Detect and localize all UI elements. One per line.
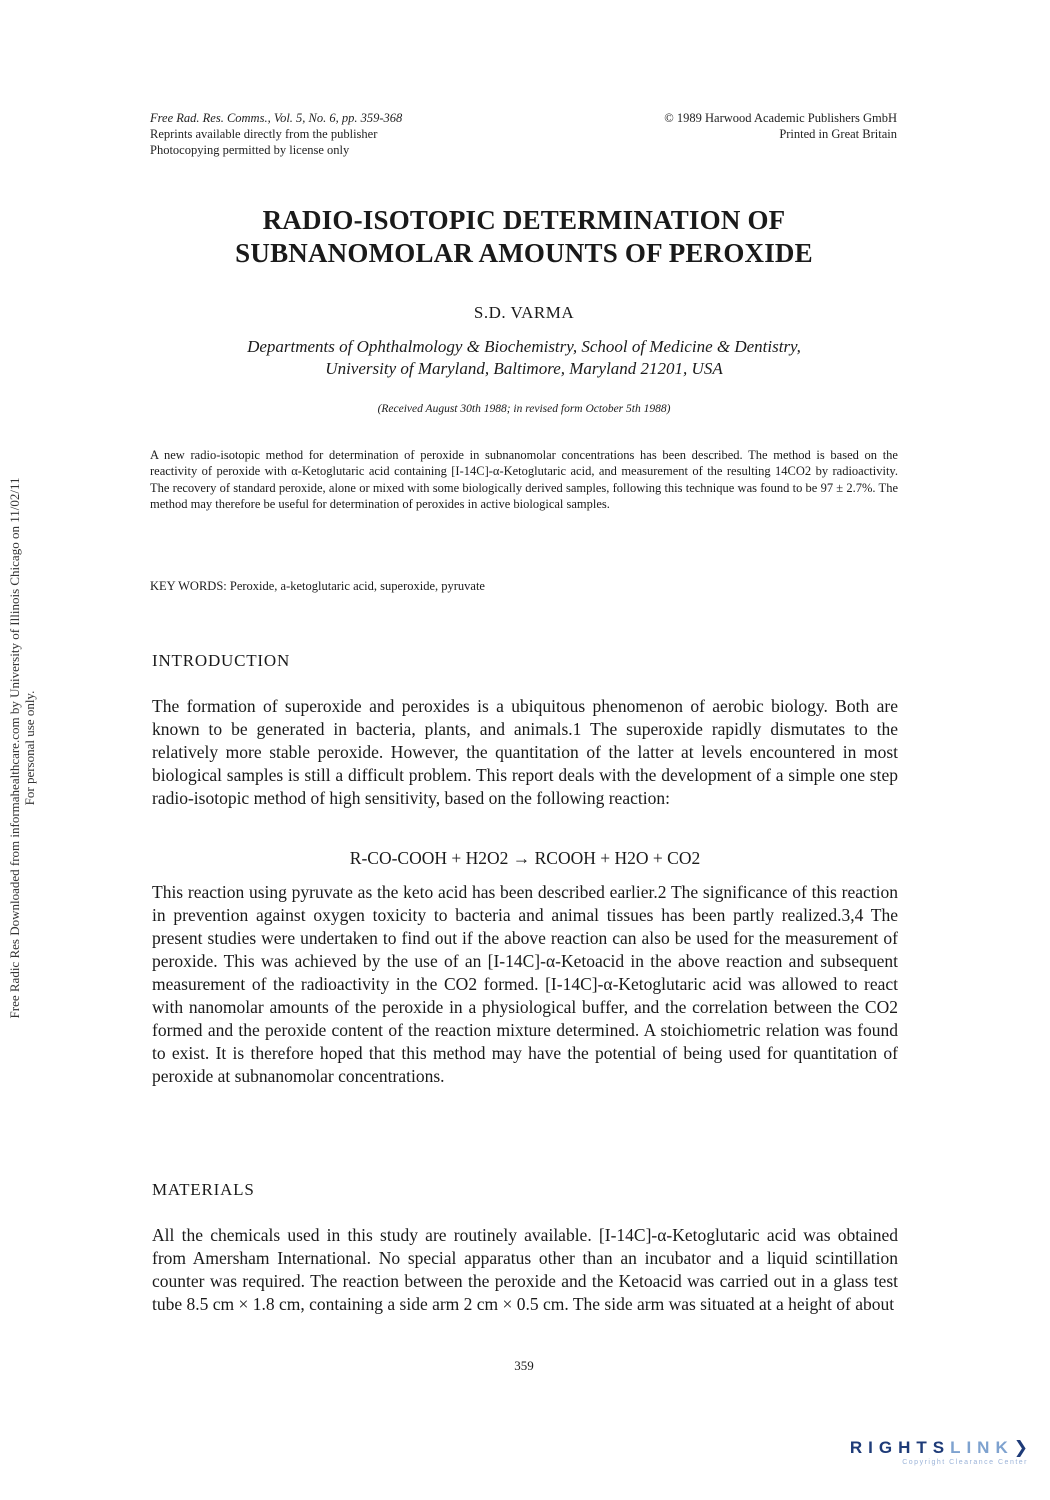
copyright-notice [537, 110, 897, 142]
citation-line: Photocopying permitted by license only [150, 143, 350, 157]
page-number: 359 [514, 1358, 534, 1373]
affiliation-line-1: Departments of Ophthalmology & Biochemistry, School of Medicine & Dentistry, [247, 337, 801, 356]
affiliation [150, 336, 898, 380]
received-dates: (Received August 30th 1988; in revised form October 5th 1988) [377, 403, 671, 415]
title-line-1: RADIO-ISOTOPIC DETERMINATION OF [262, 205, 786, 235]
copyright-line: © 1989 Harwood Academic Publishers GmbH [664, 111, 897, 125]
watermark-line-2: For personal use only. [22, 690, 37, 806]
abstract: A new radio-isotopic method for determination of peroxide in subnanomolar concentrations has been described. The method is based on the reactivity of peroxide with α-Ketoglutaric acid containing [I-14C]-α-Ketoglutaric acid, and measurement of the resulting 14CO2 by radioactivity. The recovery of standard peroxide, alone or mixed with some biologically derived samples, following this technique was found to be 97 ± 2.7%. The method may therefore be useful for determination of peroxides in active biological samples. [150, 448, 898, 511]
logo-rights-text: RIGHTS [849, 1438, 951, 1457]
reaction-equation: R-CO-COOH + H2O2 → RCOOH + H2O + CO2 [349, 848, 701, 868]
section-heading-materials: MATERIALS [152, 1180, 255, 1199]
section-heading-introduction: INTRODUCTION [152, 651, 291, 670]
title-line-2: SUBNANOMOLAR AMOUNTS OF PEROXIDE [235, 238, 813, 268]
citation-line: Free Rad. Res. Comms., Vol. 5, No. 6, pp. 359-368 [150, 111, 403, 125]
logo-link-text: LINK [950, 1438, 1014, 1457]
printed-line: Printed in Great Britain [779, 127, 897, 141]
introduction-paragraph-2: This reaction using pyruvate as the keto acid has been described earlier.2 The significance of this reaction in prevention against oxygen toxicity to bacteria and animal tissues has been partly realized.3,4 The present studies were undertaken to find out if the above reaction can also be used for the measurement of peroxide. This was achieved by the use of an [I-14C]-α-Ketoacid in the above reaction and subsequent measurement of the radioactivity in the CO2 formed. [I-14C]-α-Ketoglutaric acid was allowed to react with nanomolar amounts of the peroxide in a physiological buffer, and the correlation between the CO2 formed and the peroxide content of the reaction mixture determined. A stoichiometric relation was found to exist. It is therefore hoped that this method may have the potential of being used for quantitation of peroxide at subnanomolar concentrations. [152, 882, 898, 1086]
materials-paragraph-1: All the chemicals used in this study are routinely available. [I-14C]-α-Ketoglutaric acid was obtained from Amersham International. No special apparatus other than an incubator and a liquid scintillation counter was required. The reaction between the peroxide and the Ketoacid was carried out in a glass test tube 8.5 cm × 1.8 cm, containing a side arm 2 cm × 0.5 cm. The side arm was situated at a height of about [152, 1225, 898, 1314]
logo-arrow-icon: ❯ [1013, 1438, 1028, 1457]
paper-title [150, 204, 898, 270]
author-name: S.D. VARMA [473, 303, 575, 322]
watermark-line-1: Free Radic Res Downloaded from informahealthcare.com by University of Illinois Chicago on 11/02/11 [7, 477, 22, 1019]
download-watermark [7, 477, 37, 1019]
journal-citation [150, 110, 570, 158]
rightslink-logo [788, 1438, 1028, 1466]
citation-line: Reprints available directly from the publisher [150, 127, 378, 141]
keywords: KEY WORDS: Peroxide, a-ketoglutaric acid, superoxide, pyruvate [150, 579, 485, 593]
introduction-paragraph-1: The formation of superoxide and peroxides is a ubiquitous phenomenon of aerobic biology. Both are known to be generated in bacteria, plants, and animals.1 The superoxide rapidly dismutates to the relatively more stable peroxide. However, the quantitation of the latter at levels encountered in most biological samples is still a difficult problem. This report deals with the development of a simple one step radio-isotopic method of high sensitivity, based on the following reaction: [152, 696, 898, 808]
affiliation-line-2: University of Maryland, Baltimore, Maryland 21201, USA [325, 359, 723, 378]
logo-subtitle: Copyright Clearance Center [902, 1459, 1028, 1466]
